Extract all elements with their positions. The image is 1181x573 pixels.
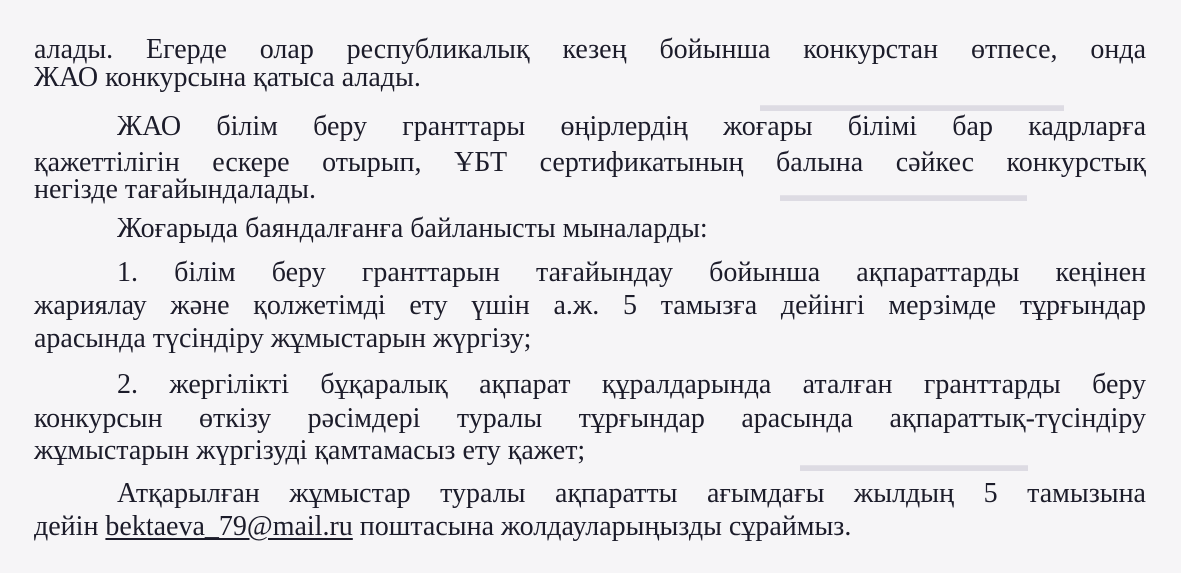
paragraph-first-line: Жоғарыда баяндалғанға байланысты мыналарды: [117, 213, 708, 244]
text-line [34, 511, 1146, 543]
paragraph-first-line: ЖАО білім беру гранттары өңірлердің жоғары білімі бар кадрларға [117, 111, 1146, 142]
text-fragment: дейін [34, 511, 106, 542]
list-item-first-line: 1. білім беру гранттарын тағайындау бойынша ақпараттарды кеңінен [117, 257, 1146, 288]
text-line: ЖАО конкурсына қатыса алады. [34, 62, 421, 93]
text-line: негізде тағайындалады. [34, 174, 316, 205]
text-line: қажеттілігін ескере отырып, ҰБТ сертификатының балына сәйкес конкурстық [34, 147, 1146, 178]
email-link[interactable]: bektaeva_79@mail.ru [105, 511, 353, 542]
text-line: конкурсын өткізу рәсімдері туралы тұрғындар арасында ақпараттық-түсіндіру [34, 403, 1146, 434]
bleed-through-mark: ▬▬▬▬▬▬▬▬▬▬▬▬▬ [780, 185, 1027, 206]
paragraph-first-line: Атқарылған жұмыстар туралы ақпаратты ағымдағы жылдың 5 тамызына [117, 478, 1146, 509]
bleed-through-mark: ▬▬▬▬▬▬▬▬▬▬▬▬▬▬▬▬ [760, 95, 1064, 116]
text-line: алады. Егерде олар республикалық кезең бойынша конкурстан өтпесе, онда [34, 34, 1146, 65]
bleed-through-mark: ▬▬▬▬▬▬▬▬▬▬▬▬ [800, 455, 1028, 476]
text-line: арасында түсіндіру жұмыстарын жүргізу; [34, 323, 532, 354]
list-item-first-line: 2. жергілікті бұқаралық ақпарат құралдарында аталған гранттарды беру [117, 369, 1146, 400]
text-fragment: поштасына жолдауларыңызды сұраймыз. [352, 511, 852, 542]
text-line: жұмыстарын жүргізуді қамтамасыз ету қажет; [34, 435, 586, 466]
text-line: жариялау және қолжетімді ету үшін а.ж. 5 тамызға дейінгі мерзімде тұрғындар [34, 290, 1146, 321]
